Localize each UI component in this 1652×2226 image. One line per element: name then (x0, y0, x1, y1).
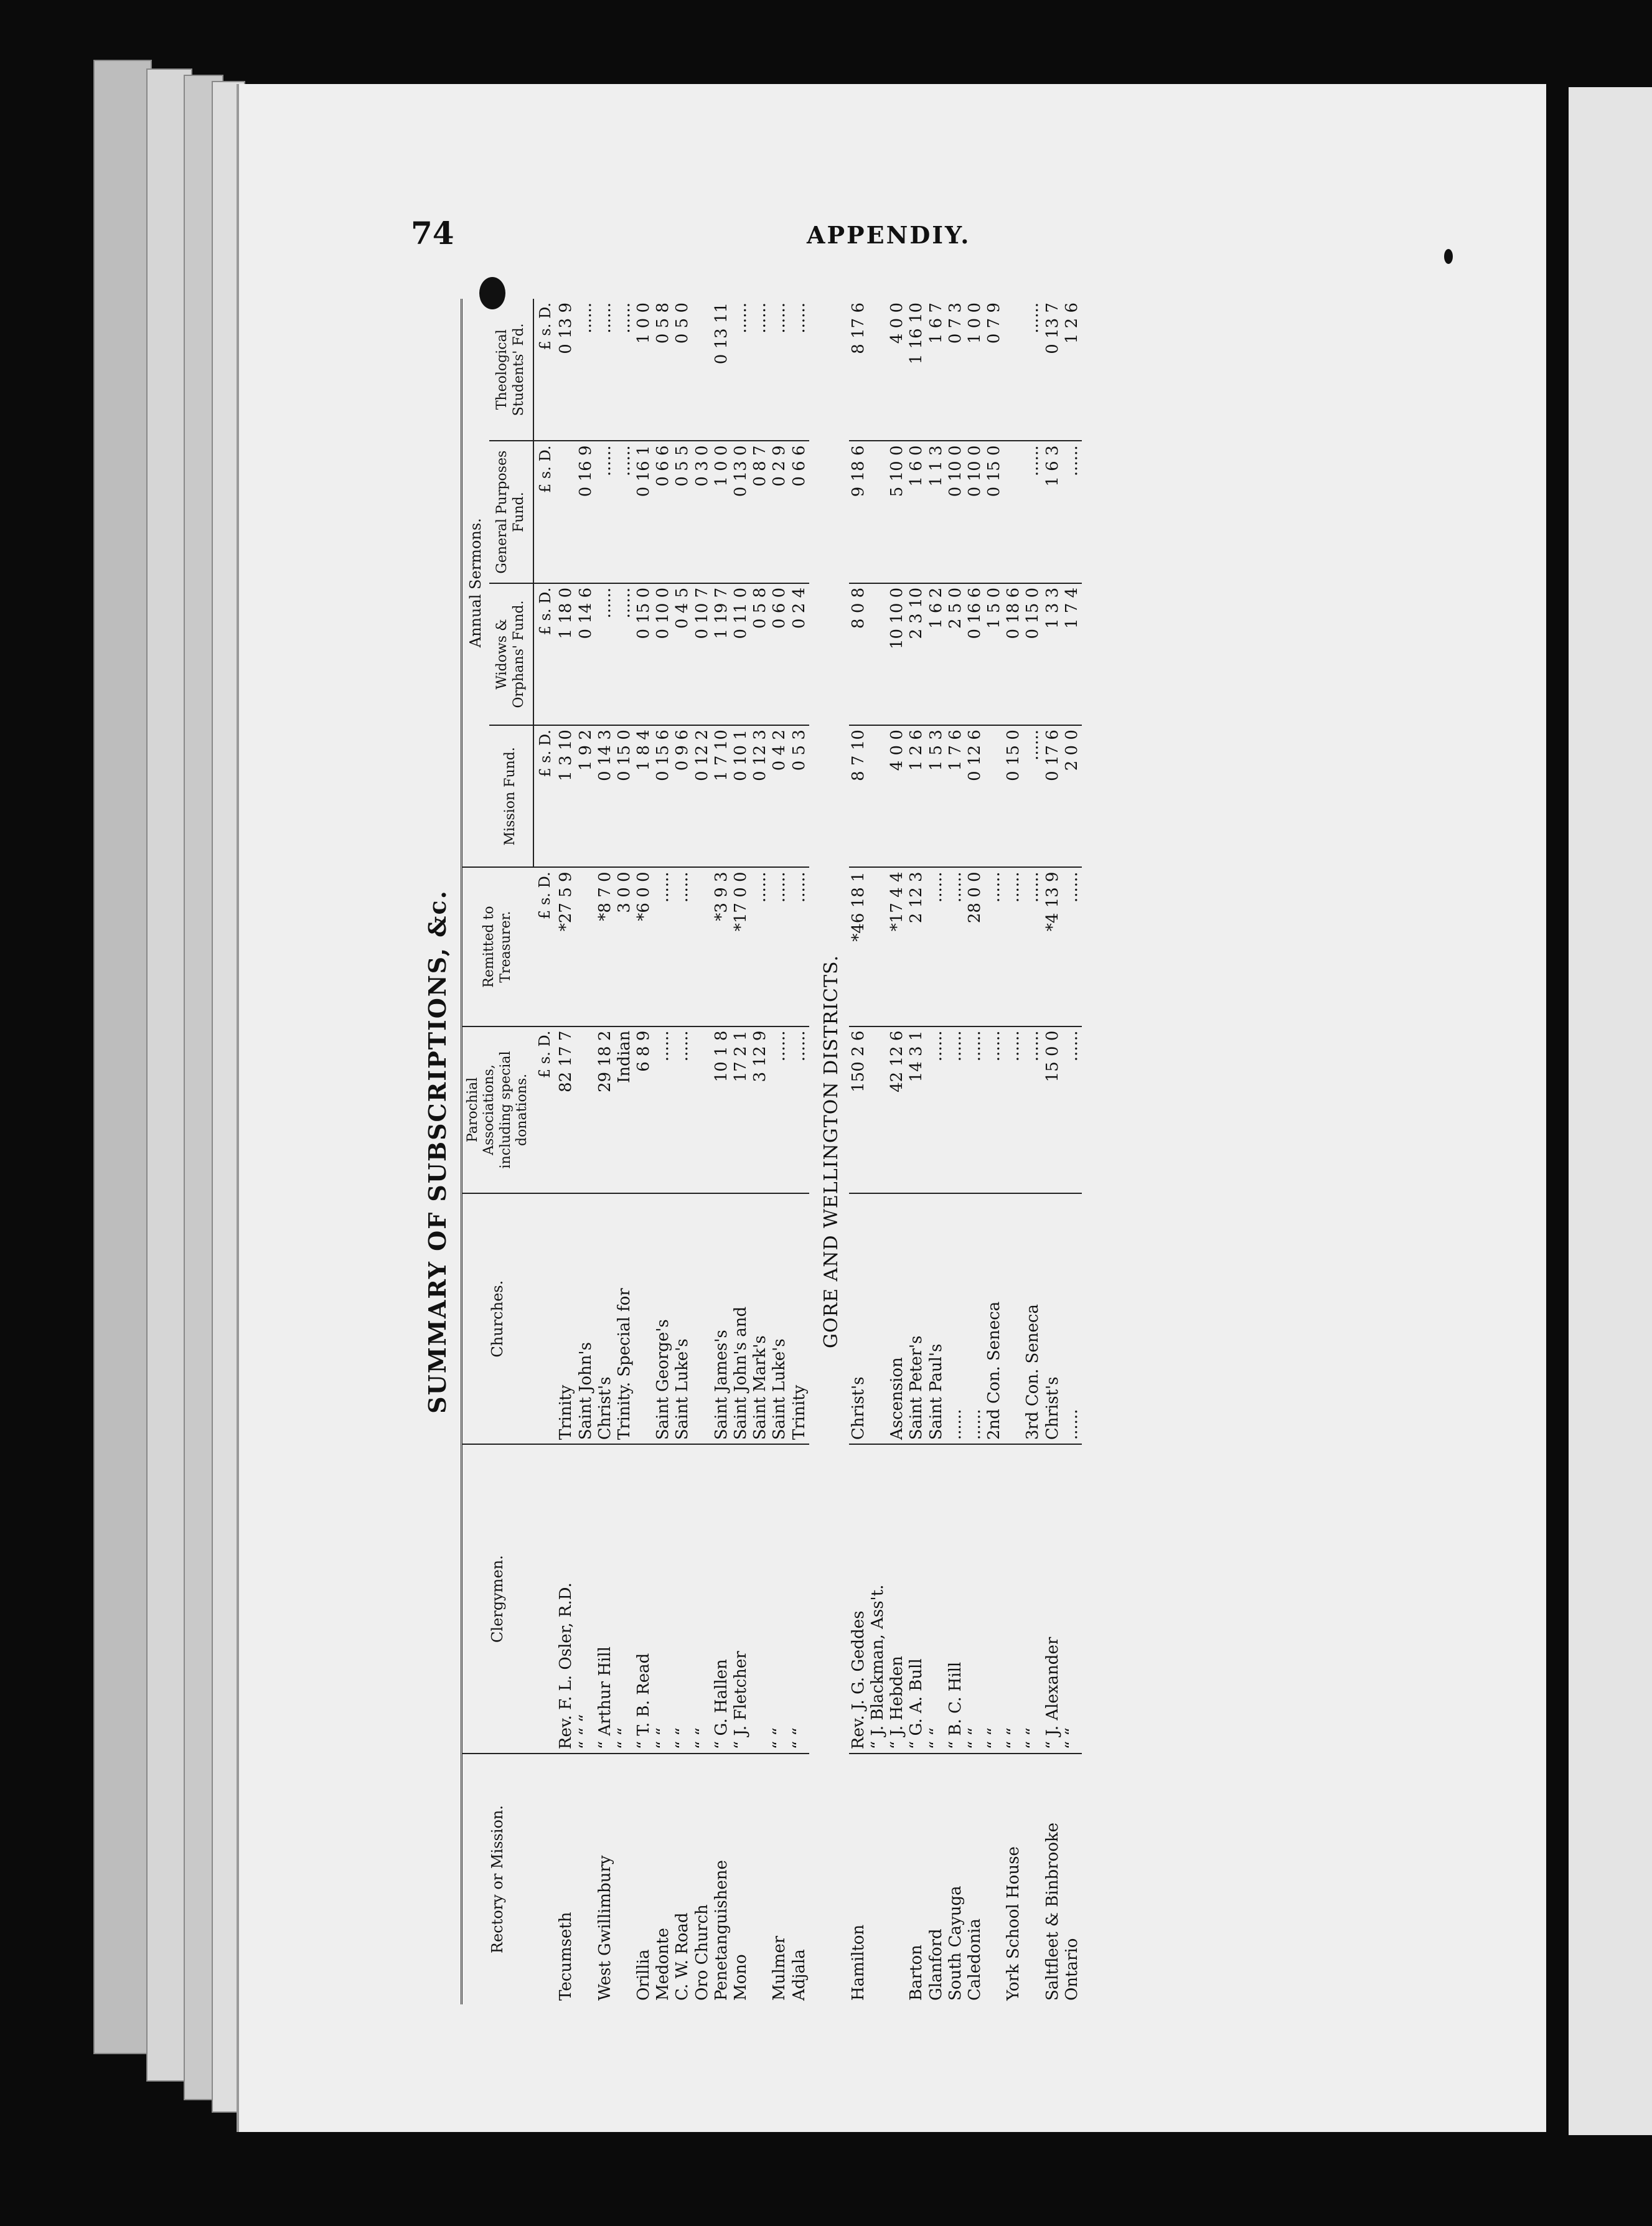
table-row (673, 299, 692, 2004)
cell-rectory: Adjala (790, 1754, 809, 2004)
header-theological: Theological Students' Fd. (489, 299, 533, 441)
cell-rem: *17 4 4 (888, 867, 907, 1026)
cell-gen: 0 16 1 (634, 441, 654, 583)
cell-rem: ...... (673, 867, 692, 1026)
cell-theo: 1 6 7 (926, 303, 946, 344)
cell-theo: ...... (595, 303, 614, 334)
cell-church: Christ's (1043, 1193, 1063, 1444)
cell-mis: 0 5 3 (790, 725, 809, 867)
cell-rem: *46 18 1 (849, 867, 868, 1026)
cell-rectory: Barton (907, 1754, 926, 2004)
currency-label: £ (536, 1068, 554, 1079)
cell-wid: 1 5 0 (985, 583, 1004, 725)
currency-label: s. (536, 608, 554, 621)
table-body-first (556, 299, 809, 2004)
cell-mis (868, 725, 888, 867)
cell-church: Ascension (888, 1193, 907, 1444)
cell-rem: ...... (946, 867, 965, 1026)
cell-mis: 2 0 0 (1063, 725, 1082, 867)
cell-theo: 1 2 6 (1062, 303, 1081, 344)
cell-wid: 1 7 4 (1063, 583, 1082, 725)
currency-label: D. (536, 730, 554, 746)
cell-theo: ...... (1023, 303, 1043, 334)
cell-par: 150 2 6 (849, 1026, 868, 1194)
cell-par: 82 17 7 (556, 1026, 576, 1194)
cell-mis: 1 8 4 (634, 725, 654, 867)
currency-label: s. (536, 1051, 554, 1064)
cell-rem: ...... (1023, 867, 1043, 1026)
cell-wid: 0 15 0 (634, 583, 654, 725)
cell-wid: 10 10 0 (888, 583, 907, 725)
cell-theo (1004, 299, 1023, 441)
cell-rectory: Penetanguishene (712, 1754, 731, 2004)
cell-theo: 8 17 6 (848, 303, 868, 354)
cell-church (634, 1193, 654, 1444)
cell-par: ...... (965, 1026, 985, 1194)
currency-label: D. (536, 445, 554, 462)
cell-clergy: “ T. B. Read (634, 1444, 654, 1754)
table-row (615, 299, 634, 2004)
rotated-table-frame (423, 293, 1376, 2011)
cell-gen: 1 6 3 (1043, 441, 1063, 583)
cell-church: Saint Mark's (751, 1193, 770, 1444)
facing-page-edge (1569, 87, 1652, 2135)
header-remitted: Remitted to Treasurer. (462, 867, 533, 1026)
table-row (849, 299, 868, 2004)
cell-clergy: “ “ (673, 1444, 692, 1754)
table-body-gore-wellington (849, 299, 1082, 2004)
cell-wid: 1 3 3 (1043, 583, 1063, 725)
cell-par: ...... (1004, 1026, 1023, 1194)
cell-par (693, 1026, 712, 1194)
cell-rectory: Ontario (1063, 1754, 1082, 2004)
currency-label: £ (536, 483, 554, 494)
cell-mis: ...... (1023, 725, 1043, 867)
cell-clergy: “ J. Alexander (1043, 1444, 1063, 1754)
cell-gen: 0 8 7 (751, 441, 770, 583)
cell-clergy: “ J. Hebden (888, 1444, 907, 1754)
cell-church (693, 1193, 712, 1444)
table-row (693, 299, 712, 2004)
table-row (712, 299, 731, 2004)
cell-wid: 0 11 0 (731, 583, 751, 725)
cell-church: Saint Paul's (927, 1193, 946, 1444)
cell-gen: 0 6 6 (654, 441, 673, 583)
cell-clergy: “ “ (1063, 1444, 1082, 1754)
cell-mis: 0 15 0 (1004, 725, 1023, 867)
table-row (770, 299, 789, 2004)
cell-mis: 0 14 3 (596, 725, 615, 867)
district-heading: GORE AND WELLINGTON DISTRICTS. (820, 955, 842, 1349)
cell-rem: ...... (654, 867, 673, 1026)
cell-rem (693, 867, 712, 1026)
cell-rectory: C. W. Road (673, 1754, 692, 2004)
header-annual-sermons: Annual Sermons. (462, 299, 489, 867)
cell-rectory (576, 1754, 596, 2004)
cell-gen: 1 0 0 (712, 441, 731, 583)
table-row (731, 299, 751, 2004)
cell-gen: ...... (596, 441, 615, 583)
cell-wid: 1 18 0 (556, 583, 576, 725)
cell-rectory: West Gwillimbury (596, 1754, 615, 2004)
cell-rem: ...... (927, 867, 946, 1026)
cell-wid: ...... (596, 583, 615, 725)
cell-gen: 0 10 0 (965, 441, 985, 583)
currency-label: s. (536, 750, 554, 763)
table-row (1043, 299, 1063, 2004)
cell-gen (1004, 441, 1023, 583)
cell-rectory: Caledonia (965, 1754, 985, 2004)
cell-clergy: “ Arthur Hill (596, 1444, 615, 1754)
cell-church (868, 1193, 888, 1444)
cell-rem: *4 13 9 (1043, 867, 1063, 1026)
table-row (927, 299, 946, 2004)
cell-wid: 2 5 0 (946, 583, 965, 725)
cell-theo: 1 0 0 (965, 303, 984, 344)
cell-wid: 8 0 8 (849, 583, 868, 725)
cell-church: Saint Luke's (673, 1193, 692, 1444)
currency-label: D. (536, 1030, 554, 1047)
cell-rem: *3 9 3 (712, 867, 731, 1026)
cell-gen: ...... (615, 441, 634, 583)
cell-rectory (751, 1754, 770, 2004)
cell-theo (868, 299, 888, 441)
cell-rectory: Saltfleet & Binbrooke (1043, 1754, 1063, 2004)
cell-theo: ...... (789, 303, 809, 334)
ink-mark (1444, 249, 1453, 264)
cell-par: ...... (673, 1026, 692, 1194)
table-row (1063, 299, 1082, 2004)
cell-rectory: Mulmer (770, 1754, 789, 2004)
header-churches: Churches. (462, 1193, 533, 1444)
cell-par (868, 1026, 888, 1194)
currency-label: £ (536, 768, 554, 777)
cell-clergy (751, 1444, 770, 1754)
cell-par: 6 8 9 (634, 1026, 654, 1194)
table-row (1023, 299, 1043, 2004)
cell-rem (868, 867, 888, 1026)
subscriptions-table (461, 299, 1082, 2004)
cell-clergy: Rev. J. G. Geddes (849, 1444, 868, 1754)
cell-clergy: Rev. F. L. Osler, R.D. (556, 1444, 576, 1754)
cell-wid: 0 14 6 (576, 583, 596, 725)
cell-clergy: “ “ (770, 1444, 789, 1754)
cell-theo: 1 16 10 (907, 303, 926, 365)
cell-theo (693, 299, 712, 441)
cell-rectory (615, 1754, 634, 2004)
cell-theo: 0 13 9 (556, 303, 576, 354)
cell-par: ...... (1023, 1026, 1043, 1194)
cell-wid: 1 6 2 (927, 583, 946, 725)
cell-rem: ...... (1063, 867, 1082, 1026)
cell-par (576, 1026, 596, 1194)
cell-wid (868, 583, 888, 725)
cell-church: Christ's (849, 1193, 868, 1444)
cell-church: ...... (1063, 1193, 1082, 1444)
cell-mis: 1 7 10 (712, 725, 731, 867)
cell-wid: 0 6 0 (770, 583, 789, 725)
cell-gen: 0 15 0 (985, 441, 1004, 583)
cell-rectory: Mono (731, 1754, 751, 2004)
currency-label: D. (536, 587, 554, 604)
cell-mis: 0 12 3 (751, 725, 770, 867)
cell-theo: ...... (731, 303, 751, 334)
cell-rectory (888, 1754, 907, 2004)
table-row (868, 299, 888, 2004)
cell-wid: 0 4 5 (673, 583, 692, 725)
cell-mis: 1 9 2 (576, 725, 596, 867)
header-general: General Purposes Fund. (489, 441, 533, 583)
cell-wid: 0 18 6 (1004, 583, 1023, 725)
cell-mis: 0 10 1 (731, 725, 751, 867)
cell-church: ...... (946, 1193, 965, 1444)
cell-mis: 0 12 6 (965, 725, 985, 867)
cell-mis: 1 7 6 (946, 725, 965, 867)
cell-wid: 0 16 6 (965, 583, 985, 725)
cell-gen: 5 10 0 (888, 441, 907, 583)
cell-wid: 0 10 7 (693, 583, 712, 725)
cell-rem: *27 5 9 (556, 867, 576, 1026)
table-row (1004, 299, 1023, 2004)
cell-church: Saint Luke's (770, 1193, 789, 1444)
cell-rectory (868, 1754, 888, 2004)
cell-theo: ...... (576, 303, 595, 334)
cell-rem: *17 0 0 (731, 867, 751, 1026)
cell-church (1004, 1193, 1023, 1444)
cell-theo: ...... (614, 303, 634, 334)
cell-theo: 4 0 0 (888, 303, 907, 344)
cell-rectory: Tecumseth (556, 1754, 576, 2004)
cell-wid: 0 10 0 (654, 583, 673, 725)
cell-clergy: “ “ “ (576, 1444, 596, 1754)
cell-clergy: “ “ (615, 1444, 634, 1754)
cell-rectory (985, 1754, 1004, 2004)
table-row (751, 299, 770, 2004)
cell-mis (985, 725, 1004, 867)
cell-rectory: Medonte (654, 1754, 673, 2004)
cell-clergy: “ “ (1004, 1444, 1023, 1754)
cell-theo: 0 7 9 (985, 303, 1004, 344)
cell-par: ...... (654, 1026, 673, 1194)
cell-church: Saint James's (712, 1193, 731, 1444)
cell-wid: 0 5 8 (751, 583, 770, 725)
cell-par: 42 12 6 (888, 1026, 907, 1194)
cell-theo: 0 13 11 (711, 303, 731, 365)
cell-wid: 0 2 4 (790, 583, 809, 725)
currency-label: £ (536, 340, 554, 350)
cell-clergy: “ “ (985, 1444, 1004, 1754)
table-row (907, 299, 926, 2004)
cell-gen: 0 3 0 (693, 441, 712, 583)
cell-gen: 0 6 6 (790, 441, 809, 583)
cell-mis: 0 4 2 (770, 725, 789, 867)
cell-gen: 0 10 0 (946, 441, 965, 583)
cell-clergy: “ G. Hallen (712, 1444, 731, 1754)
cell-church: Saint John's (576, 1193, 596, 1444)
cell-par: ...... (790, 1026, 809, 1194)
cell-par: ...... (927, 1026, 946, 1194)
header-clergymen: Clergymen. (462, 1444, 533, 1754)
cell-mis: 8 7 10 (849, 725, 868, 867)
currency-label: £ (536, 626, 554, 636)
cell-rectory (1023, 1754, 1043, 2004)
cell-rectory: South Cayuga (946, 1754, 965, 2004)
cell-gen (868, 441, 888, 583)
currency-label: D. (536, 303, 554, 319)
cell-church: Saint John's and (731, 1193, 751, 1444)
cell-gen: 0 5 5 (673, 441, 692, 583)
cell-rectory: Glanford (927, 1754, 946, 2004)
cell-church: Saint Peter's (907, 1193, 926, 1444)
cell-mis: 1 5 3 (927, 725, 946, 867)
page-stack-edge (93, 60, 152, 2054)
cell-gen: 0 2 9 (770, 441, 789, 583)
cell-clergy: “ “ (693, 1444, 712, 1754)
cell-mis: 0 9 6 (673, 725, 692, 867)
cell-rem: ...... (751, 867, 770, 1026)
table-row (946, 299, 965, 2004)
cell-clergy: “ J. Blackman, Ass't. (868, 1444, 888, 1754)
cell-gen: ...... (1063, 441, 1082, 583)
cell-rectory: Oro Church (693, 1754, 712, 2004)
cell-par: 15 0 0 (1043, 1026, 1063, 1194)
cell-par: 3 12 9 (751, 1026, 770, 1194)
cell-mis: 0 15 0 (615, 725, 634, 867)
cell-clergy: “ “ (790, 1444, 809, 1754)
cell-par: 17 2 1 (731, 1026, 751, 1194)
cell-church: ...... (965, 1193, 985, 1444)
cell-theo: 0 5 8 (654, 303, 673, 344)
page-number: 74 (411, 215, 454, 251)
table-row (888, 299, 907, 2004)
cell-clergy: “ B. C. Hill (946, 1444, 965, 1754)
table-row (790, 299, 809, 2004)
cell-theo: ...... (751, 303, 770, 334)
cell-rem: *6 0 0 (634, 867, 654, 1026)
table-title: SUMMARY OF SUBSCRIPTIONS, &c. (423, 890, 451, 1414)
currency-label: s. (536, 466, 554, 479)
header-widows: Widows & Orphans' Fund. (489, 583, 533, 725)
cell-theo: ...... (770, 303, 789, 334)
table-row (634, 299, 654, 2004)
cell-mis: 1 2 6 (907, 725, 926, 867)
cell-rem: 2 12 3 (907, 867, 926, 1026)
cell-gen: 1 1 3 (927, 441, 946, 583)
running-head: APPENDIY. (807, 221, 971, 249)
table-row (965, 299, 985, 2004)
header-parochial: Parochial Associations, including special donations. (462, 1026, 533, 1194)
cell-church: Trinity (790, 1193, 809, 1444)
currency-label: s. (536, 323, 554, 336)
cell-clergy: “ “ (654, 1444, 673, 1754)
cell-rem: ...... (770, 867, 789, 1026)
cell-church: 2nd Con. Seneca (985, 1193, 1004, 1444)
currency-label: £ (536, 909, 554, 919)
cell-clergy: “ J. Fletcher (731, 1444, 751, 1754)
cell-rem: ...... (985, 867, 1004, 1026)
cell-rem: 28 0 0 (965, 867, 985, 1026)
cell-church: Saint George's (654, 1193, 673, 1444)
cell-mis: 0 12 2 (693, 725, 712, 867)
cell-gen: ...... (1023, 441, 1043, 583)
cell-mis: 0 15 6 (654, 725, 673, 867)
cell-wid: 2 3 10 (907, 583, 926, 725)
cell-gen: 1 6 0 (907, 441, 926, 583)
cell-rectory: Orillia (634, 1754, 654, 2004)
cell-par: ...... (946, 1026, 965, 1194)
table-row (576, 299, 596, 2004)
cell-church: Trinity. Special for (615, 1193, 634, 1444)
cell-par: 29 18 2 (596, 1026, 615, 1194)
cell-rectory: Hamilton (849, 1754, 868, 2004)
table-row (654, 299, 673, 2004)
cell-par: 10 1 8 (712, 1026, 731, 1194)
cell-clergy: “ “ (965, 1444, 985, 1754)
cell-par: Indian (615, 1026, 634, 1194)
cell-par: ...... (770, 1026, 789, 1194)
cell-rem: ...... (790, 867, 809, 1026)
cell-rem: 3 0 0 (615, 867, 634, 1026)
header-mission: Mission Fund. (489, 725, 533, 867)
cell-wid: ...... (615, 583, 634, 725)
header-rectory: Rectory or Mission. (462, 1754, 533, 2004)
table-row (596, 299, 615, 2004)
cell-gen (556, 441, 576, 583)
table-row (556, 299, 576, 2004)
cell-par: ...... (1063, 1026, 1082, 1194)
cell-mis: 1 3 10 (556, 725, 576, 867)
cell-wid: 0 15 0 (1023, 583, 1043, 725)
cell-gen: 0 16 9 (576, 441, 596, 583)
currency-label: D. (536, 871, 554, 888)
cell-mis: 4 0 0 (888, 725, 907, 867)
currency-label: s. (536, 893, 554, 906)
cell-church: Trinity (556, 1193, 576, 1444)
cell-church: 3rd Con. Seneca (1023, 1193, 1043, 1444)
cell-rem (576, 867, 596, 1026)
cell-theo: 1 0 0 (634, 303, 654, 344)
cell-wid: 1 19 7 (712, 583, 731, 725)
cell-rem: ...... (1004, 867, 1023, 1026)
cell-clergy: “ “ (927, 1444, 946, 1754)
cell-theo: 0 13 7 (1043, 303, 1062, 354)
cell-church: Christ's (596, 1193, 615, 1444)
cell-rem: *8 7 0 (596, 867, 615, 1026)
cell-gen: 0 13 0 (731, 441, 751, 583)
cell-mis: 0 17 6 (1043, 725, 1063, 867)
cell-gen: 9 18 6 (849, 441, 868, 583)
cell-clergy: “ G. A. Bull (907, 1444, 926, 1754)
cell-theo: 0 7 3 (946, 303, 965, 344)
cell-par: ...... (985, 1026, 1004, 1194)
table-row (985, 299, 1004, 2004)
cell-clergy: “ “ (1023, 1444, 1043, 1754)
cell-par: 14 3 1 (907, 1026, 926, 1194)
cell-theo: 0 5 0 (673, 303, 692, 344)
cell-rectory: York School House (1004, 1754, 1023, 2004)
